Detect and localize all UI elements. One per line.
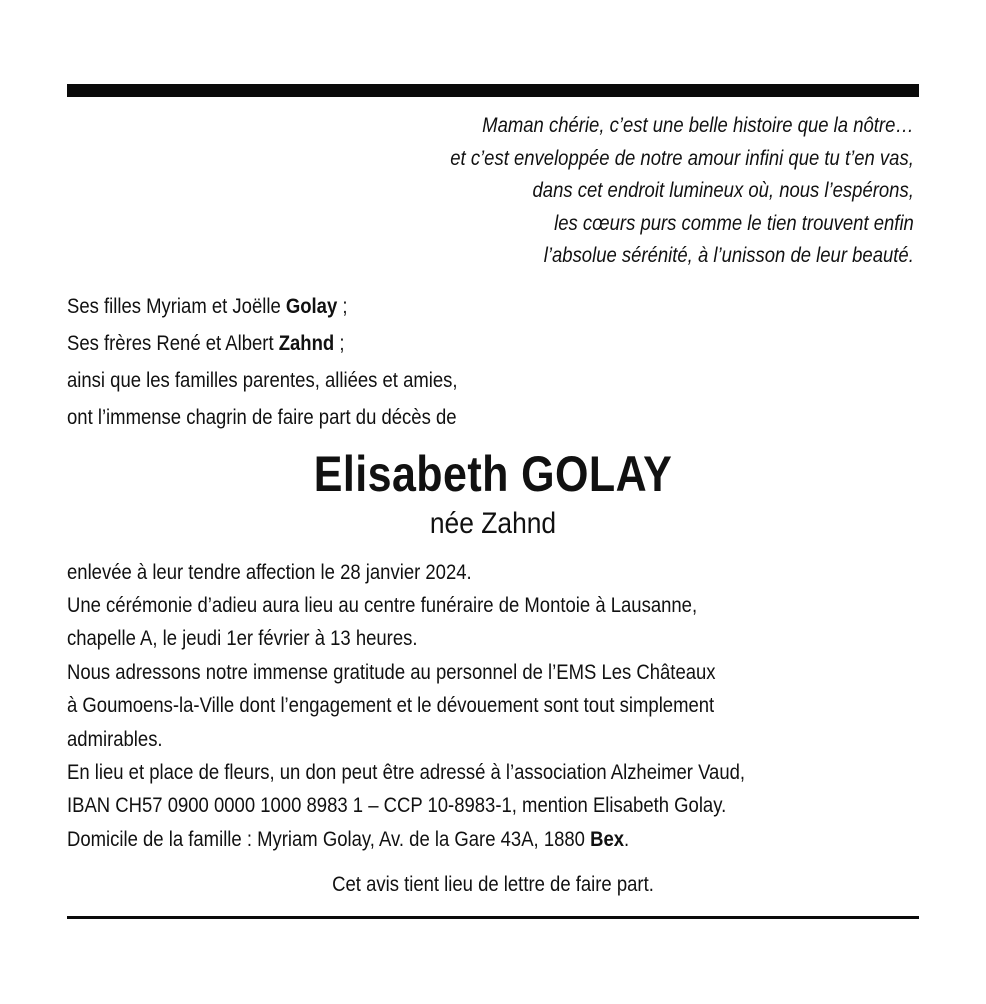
domicile-city: Bex [590,826,625,851]
donation-account-line: IBAN CH57 0900 0000 1000 8983 1 – CCP 10-8983-1, mention Elisabeth Golay. [67,793,727,818]
brothers-line [67,325,800,362]
gratitude-line-3: admirables. [67,726,163,751]
poem-line: dans cet endroit lumineux où, nous l’espérons, [532,178,914,202]
brothers-text: Ses frères René et Albert [67,330,279,355]
top-rule [67,84,919,97]
domicile-line [67,823,800,856]
poem-line: et c’est enveloppée de notre amour infini que tu t’en vas, [450,145,914,170]
ceremony-date-line: chapelle A, le jeudi 1er février à 13 heures. [67,626,418,651]
daughters-surname: Golay [285,293,338,318]
ceremony-line: Une cérémonie d’adieu aura lieu au centre funéraire de Montoie à Lausanne, [67,592,698,617]
death-notice [67,84,919,919]
bottom-rule [67,916,919,919]
deceased-name: Elisabeth GOLAY [313,445,673,502]
relatives-line: ainsi que les familles parentes, alliées et amies, [67,367,458,392]
death-date-line: enlevée à leur tendre affection le 28 janvier 2024. [67,559,472,584]
family-announcement [67,288,800,436]
maiden-name: née Zahnd [429,506,557,540]
domicile-text: Domicile de la famille : Myriam Golay, Av. de la Gare 43A, 1880 [67,826,591,851]
daughters-text: Ses filles Myriam et Joëlle [67,293,286,318]
poem-line: Maman chérie, c’est une belle histoire que la nôtre… [482,113,914,137]
brothers-suffix: ; [334,330,345,355]
poem-line: l’absolue sérénité, à l’unisson de leur beauté. [543,243,914,267]
domicile-suffix: . [624,826,630,851]
notice-details [67,556,800,857]
announcement-line: ont l’immense chagrin de faire part du décès de [67,404,457,429]
gratitude-line-2: à Goumoens-la-Ville dont l’engagement et le dévouement sont tout simplement [67,693,715,718]
donation-line: En lieu et place de fleurs, un don peut être adressé à l’association Alzheimer Vaud, [67,759,746,784]
gratitude-line: Nous adressons notre immense gratitude au personnel de l’EMS Les Châteaux [67,659,716,684]
poem [186,109,919,272]
daughters-line [67,288,800,325]
closing-note: Cet avis tient lieu de lettre de faire part. [332,872,654,897]
brothers-surname: Zahnd [278,330,335,355]
poem-line: les cœurs purs comme le tien trouvent enfin [554,210,914,235]
daughters-suffix: ; [337,293,348,318]
